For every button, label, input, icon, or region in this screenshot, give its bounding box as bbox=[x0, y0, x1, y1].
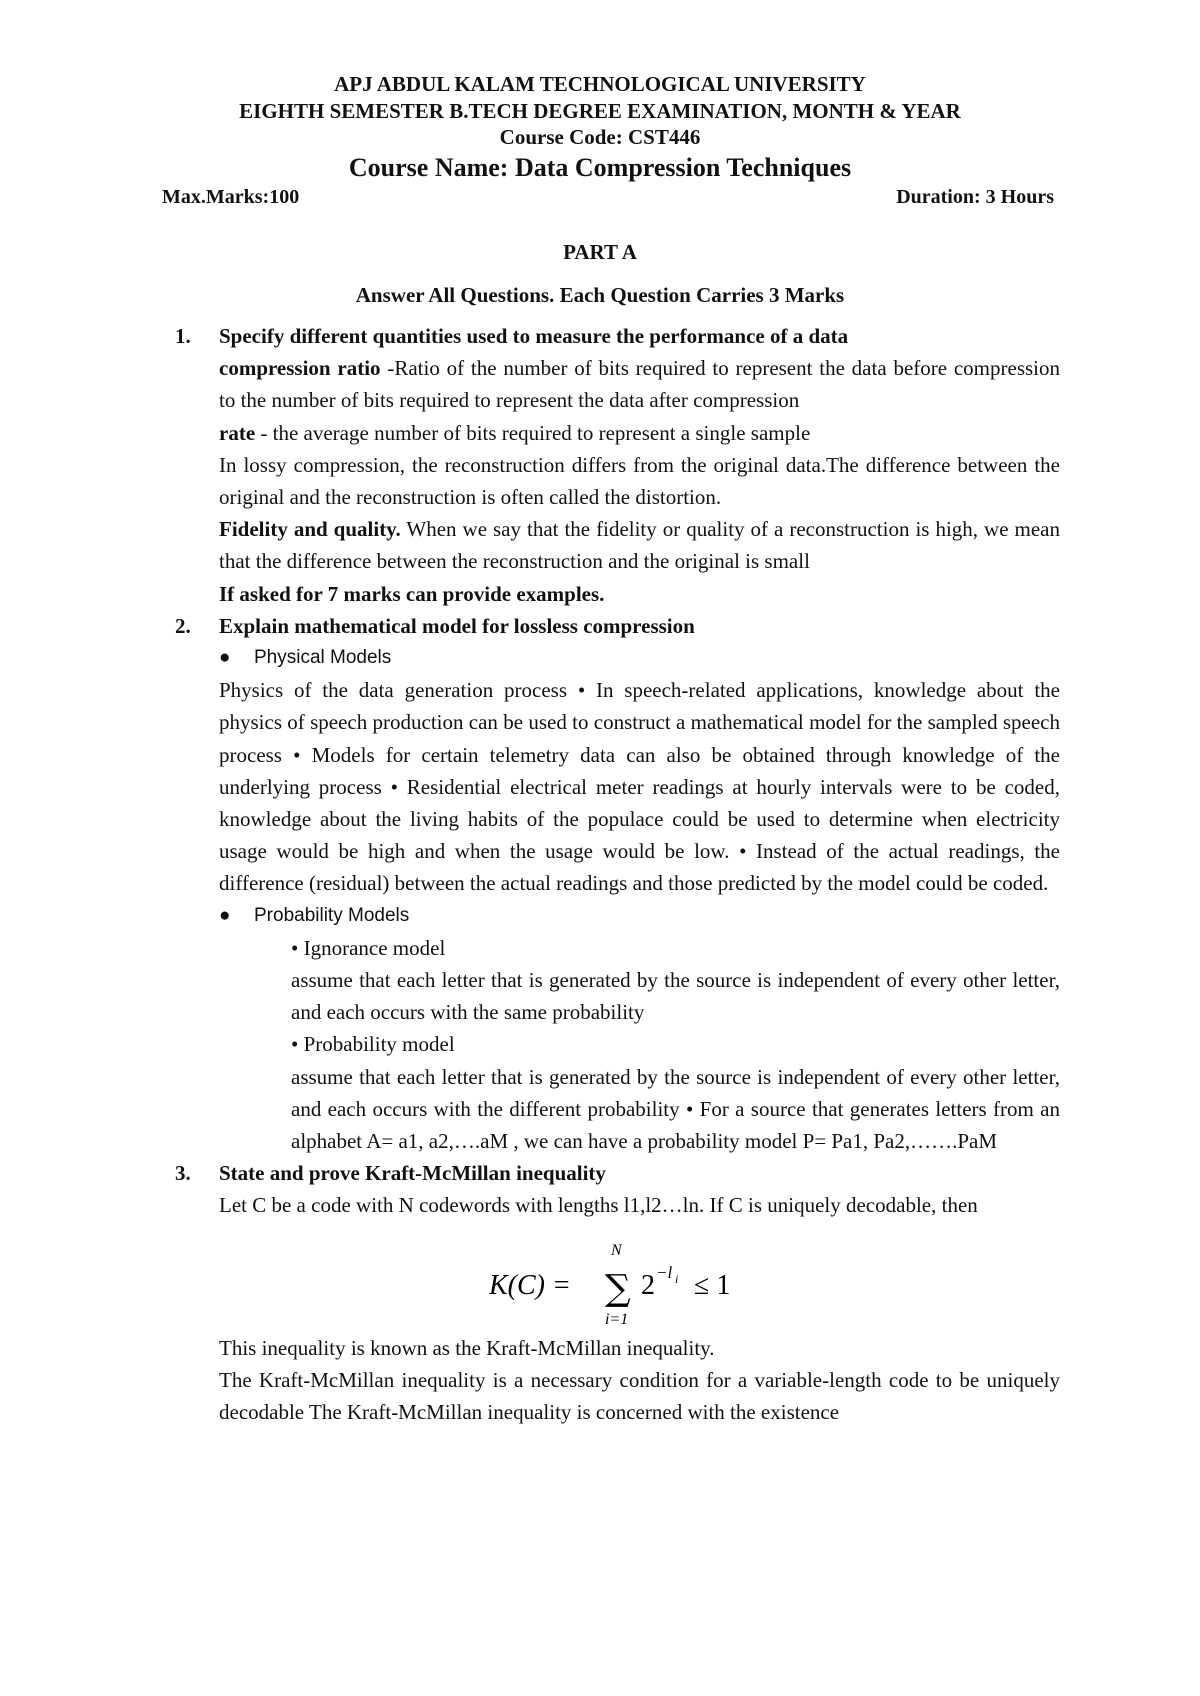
course-name: Course Name: Data Compression Techniques bbox=[348, 153, 852, 182]
exam-title: EIGHTH SEMESTER B.TECH DEGREE EXAMINATION, MONTH & YEAR bbox=[239, 99, 961, 123]
answer-paragraph bbox=[219, 513, 1060, 577]
question-number: 1. bbox=[175, 324, 191, 348]
kraft-mcmillan-formula bbox=[219, 1222, 1060, 1332]
sub-item-label: • Probability model bbox=[291, 1032, 455, 1057]
answer-paragraph bbox=[219, 352, 1060, 416]
bullet-label: Probability Models bbox=[254, 904, 410, 926]
course-code: Course Code: CST446 bbox=[499, 125, 701, 149]
questions bbox=[175, 320, 1060, 1428]
sum-icon: ∑ bbox=[605, 1267, 631, 1309]
sub-item-label: • Ignorance model bbox=[291, 935, 446, 960]
answer-paragraph bbox=[219, 417, 1060, 449]
answer-paragraph: The Kraft-McMillan inequality is a necessary condition for a variable-length code to be uniquely decodable The Kraft-McMillan inequality is concerned with the existence bbox=[219, 1367, 1060, 1425]
question-2 bbox=[175, 610, 1060, 1157]
duration: Duration: 3 Hours bbox=[896, 186, 1054, 208]
term-label: compression ratio bbox=[219, 356, 381, 381]
sub-item-text: assume that each letter that is generated by the source is independent of every other letter, and each occurs with the same probability bbox=[291, 968, 1060, 1025]
question-number: 3. bbox=[175, 1161, 191, 1186]
question-3 bbox=[175, 1157, 1060, 1428]
max-marks: Max.Marks:100 bbox=[162, 186, 300, 208]
university-name: APJ ABDUL KALAM TECHNOLOGICAL UNIVERSITY bbox=[334, 72, 866, 96]
term-label: rate bbox=[219, 420, 256, 445]
part-instruction: Answer All Questions. Each Question Carries 3 Marks bbox=[355, 283, 845, 307]
formula-lhs: K(C) = bbox=[489, 1269, 571, 1301]
term-label: Fidelity and quality. bbox=[219, 517, 401, 542]
part-title: PART A bbox=[563, 240, 637, 264]
formula-sum-top: N bbox=[611, 1241, 622, 1259]
term-text: - the average number of bits required to represent a single sample bbox=[255, 420, 811, 445]
bullet-label: Physical Models bbox=[254, 647, 392, 669]
formula-rhs: ≤ 1 bbox=[694, 1269, 731, 1301]
formula-term: 2 bbox=[641, 1269, 655, 1301]
answer-paragraph: This inequality is known as the Kraft-McMillan inequality. bbox=[219, 1335, 715, 1360]
term-text: When we say that the fidelity or quality of a reconstruction is high, we mean that the difference between the reconstruction and the original is small bbox=[219, 517, 1060, 574]
answer-note: If asked for 7 marks can provide examples. bbox=[219, 581, 605, 606]
question-title: State and prove Kraft-McMillan inequality bbox=[219, 1161, 606, 1186]
term-text: -Ratio of the number of bits required to represent the data before compression to the number of bits required to represent the data after compression bbox=[219, 356, 1060, 413]
question-title: Explain mathematical model for lossless compression bbox=[219, 613, 695, 638]
bullet-icon: ● bbox=[219, 904, 231, 926]
question-number: 2. bbox=[175, 613, 191, 638]
formula-exp-sub: i bbox=[675, 1271, 679, 1286]
answer-paragraph: Let C be a code with N codewords with lengths l1,l2…ln. If C is uniquely decodable, then bbox=[219, 1193, 978, 1218]
bullet-item bbox=[219, 900, 1060, 932]
formula-sum-bottom: i=1 bbox=[605, 1310, 629, 1326]
bullet-icon: ● bbox=[219, 647, 231, 669]
bullet-item bbox=[219, 642, 1060, 674]
formula-exp: −l bbox=[656, 1262, 673, 1282]
answer-paragraph: In lossy compression, the reconstruction differs from the original data.The difference between the original and the reconstruction is often called the distortion. bbox=[219, 452, 1060, 510]
sub-item-text: assume that each letter that is generated by the source is independent of every other letter, and each occurs with the different probability • For a source that generates letters from an alphabet A= a1, a2,….aM , we can have a probability model P= Pa1, Pa2,…….PaM bbox=[291, 1064, 1060, 1154]
formula-svg bbox=[489, 1236, 789, 1326]
answer-paragraph: Physics of the data generation process • In speech-related applications, knowledge about the physics of speech production can be used to construct a mathematical model for the sampled speech process • Models for certain telemetry data can also be obtained through knowledge of the underlying process • Residential electrical meter readings at hourly intervals were to be coded, knowledge about the living habits of the populace could be used to determine when electricity usage would be high and when the usage would be low. • Instead of the actual readings, the difference (residual) between the actual readings and those predicted by the model could be coded. bbox=[219, 678, 1060, 896]
question-title: Specify different quantities used to measure the performance of a data bbox=[219, 324, 849, 348]
question-1 bbox=[175, 320, 1060, 610]
